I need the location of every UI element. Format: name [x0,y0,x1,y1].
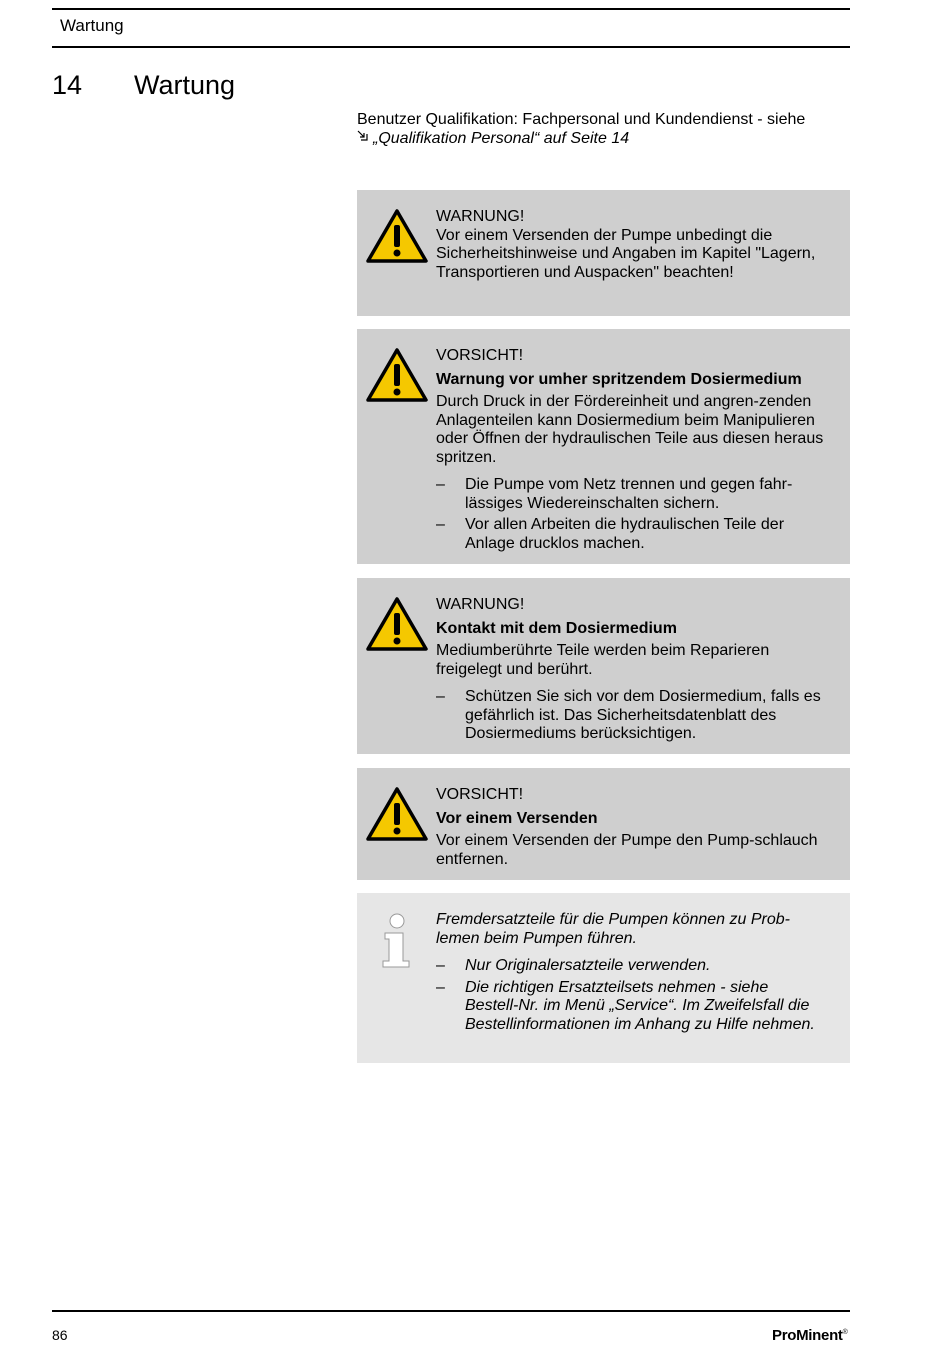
info-text: Fremdersatzteile für die Pumpen können zu Prob-lemen beim Pumpen führen. [436,911,790,947]
notice-title: Warnung vor umher spritzendem Dosiermedium [436,370,802,388]
logo-text: ProMinent [772,1327,843,1344]
notice-title: Kontakt mit dem Dosiermedium [436,619,677,637]
header-title: Wartung [60,16,124,35]
bullet-dash: – [436,476,445,493]
notice-bullet-list [436,476,826,553]
notice-signal-word: VORSICHT! [436,786,524,803]
warning-triangle-icon [365,208,429,264]
page-number: 86 [52,1327,68,1343]
notice-text: Vor einem Versenden der Pumpe den Pump-schlauch entfernen. [436,832,818,868]
chapter-title: Wartung [134,70,236,100]
notice-signal-word: WARNUNG! [436,596,525,613]
info-notice [357,893,850,1063]
list-item-text: Die richtigen Ersatzteilsets nehmen - siehe Bestell-Nr. im Menü „Service“. Im Zweifelsfall die Bestellinformationen im Anhang zu Hilfe nehmen. [465,978,815,1033]
list-item [436,979,826,1035]
list-item [436,516,826,553]
notice-title: Vor einem Versenden [436,809,598,827]
notice-bullet-list [436,688,826,744]
prominent-logo [772,1327,848,1344]
list-item-text: Die Pumpe vom Netz trennen und gegen fahr-lässiges Wiedereinschalten sichern. [465,476,793,512]
warning-triangle-icon [365,347,429,403]
list-item [436,688,826,744]
bullet-dash: – [436,957,445,974]
notice-signal-word: WARNUNG! [436,208,525,225]
qualification-link[interactable]: „Qualifikation Personal“ auf Seite 14 [373,130,630,147]
qualification-text: Benutzer Qualifikation: Fachpersonal und Kundendienst - siehe [357,111,806,128]
list-item [436,476,826,513]
warning-notice [357,578,850,754]
link-arrow-icon [357,129,370,148]
qualification-note [357,110,850,148]
chapter-number: 14 [52,70,83,100]
notice-text: Vor einem Versenden der Pumpe unbedingt die Sicherheitshinweise und Angaben im Kapitel "Lagern, Transportieren und Auspacken" beachten! [436,226,816,281]
list-item-text: Vor allen Arbeiten die hydraulischen Teile der Anlage drucklos machen. [465,516,785,552]
warning-triangle-icon [365,596,429,652]
warning-notice [357,190,850,316]
bullet-dash: – [436,688,445,705]
list-item-text: Schützen Sie sich vor dem Dosiermedium, falls es gefährlich ist. Das Sicherheitsdatenblatt des Dosiermediums berücksichtigen. [465,688,821,742]
notice-signal-word: VORSICHT! [436,347,524,364]
header-bottom-rule [52,46,850,48]
bullet-dash: – [436,516,445,533]
bullet-dash: – [436,978,445,996]
caution-notice [357,768,850,880]
notice-text: Durch Druck in der Fördereinheit und angren-zenden Anlagenteilen kann Dosiermedium beim Manipulieren oder Öffnen der hydraulischen Teile aus diesen heraus spritzen. [436,393,824,466]
list-item-text: Nur Originalersatzteile verwenden. [465,957,711,974]
footer-rule [52,1310,850,1312]
list-item [436,957,826,976]
header-top-rule [52,8,850,10]
notice-text: Mediumberührte Teile werden beim Reparieren freigelegt und berührt. [436,642,770,678]
warning-triangle-icon [365,786,429,842]
info-icon [377,913,417,969]
registered-mark: ® [842,1329,848,1336]
caution-notice [357,329,850,564]
info-bullet-list [436,957,826,1034]
